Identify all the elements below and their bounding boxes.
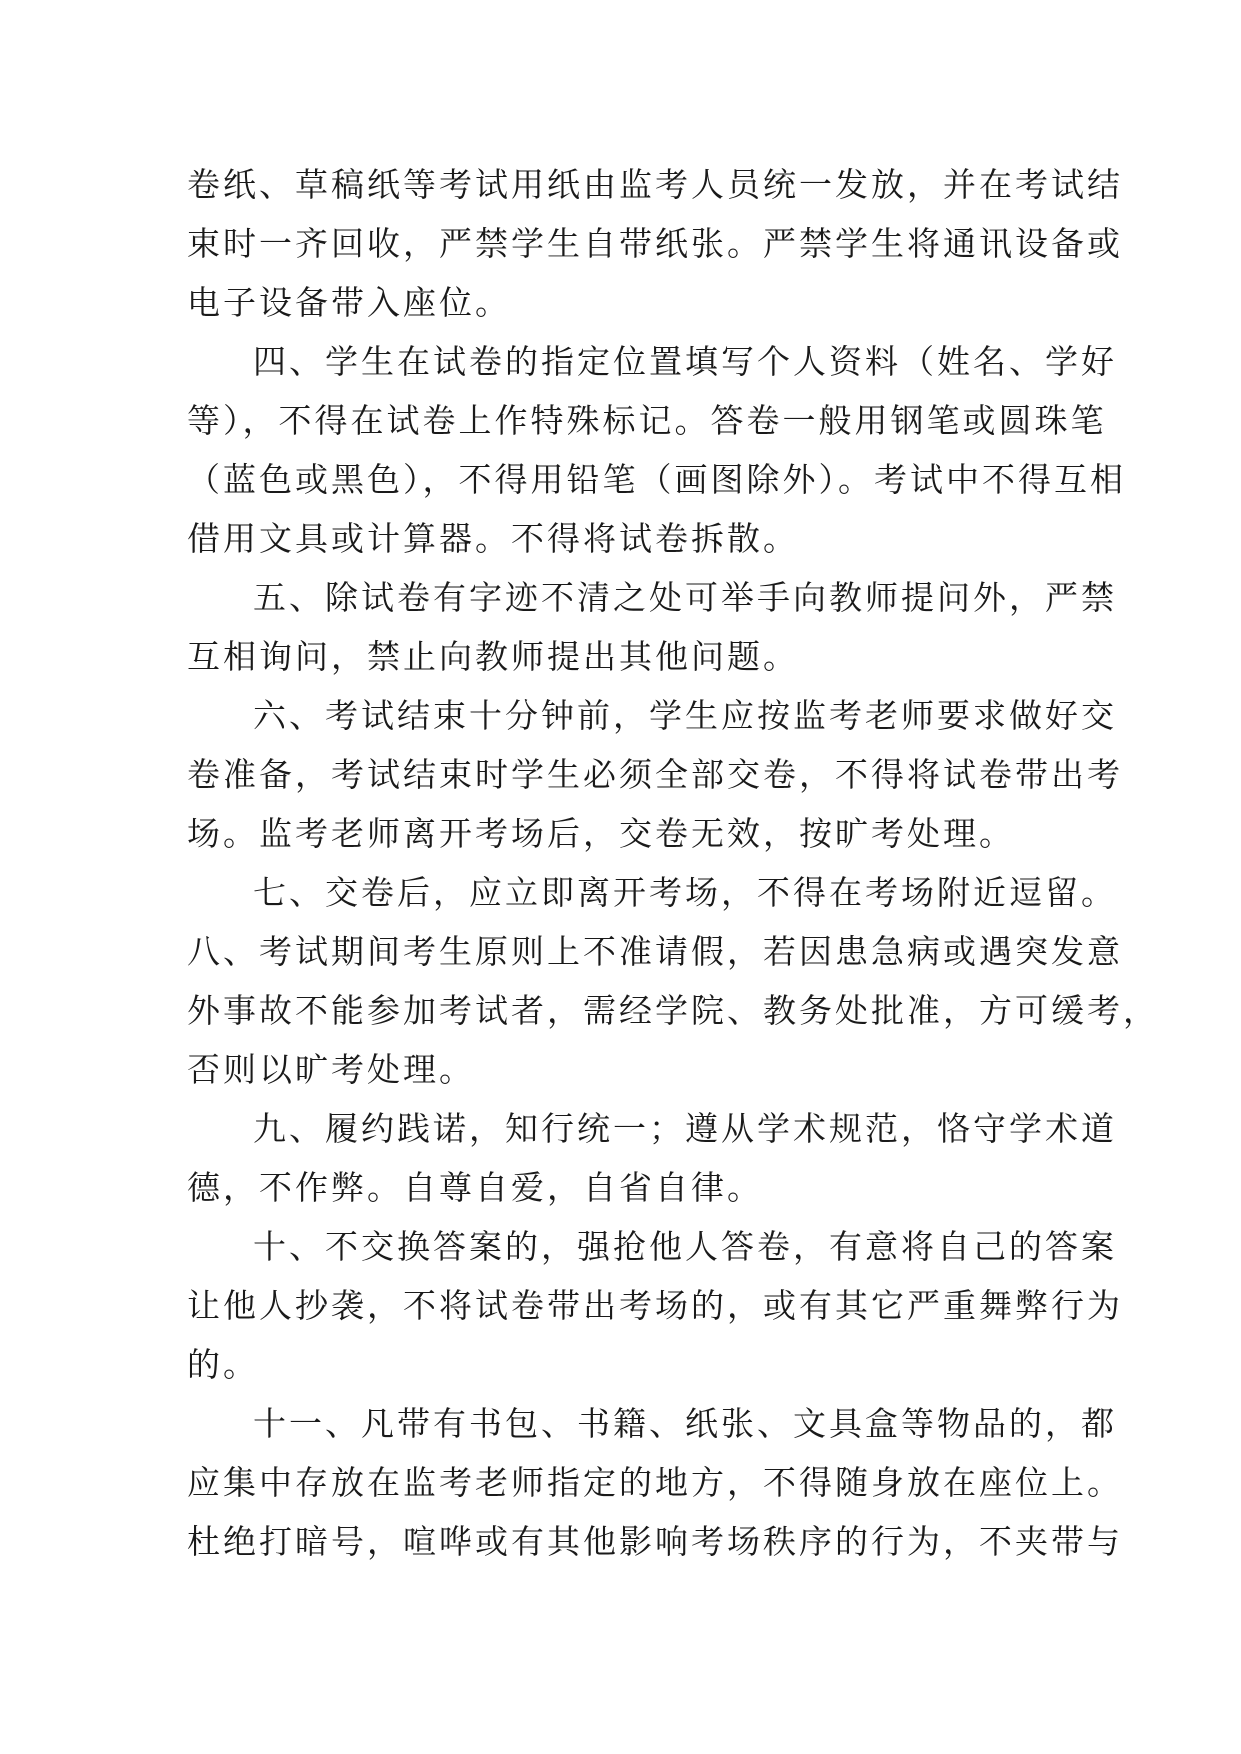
- text-line: 的。: [187, 1345, 259, 1384]
- text-line: 场。监考老师离开考场后，交卷无效，按旷考处理。: [187, 814, 1015, 853]
- text-line: 杜绝打暗号，喧哗或有其他影响考场秩序的行为，不夹带与: [187, 1522, 1123, 1561]
- paragraph-start-line: 九、履约践诺，知行统一；遵从学术规范，恪守学术道: [253, 1109, 1117, 1148]
- paragraph-start-line: 五、除试卷有字迹不清之处可举手向教师提问外，严禁: [253, 578, 1117, 617]
- text-line: （蓝色或黑色），不得用铅笔（画图除外）。考试中不得互相: [187, 460, 1126, 499]
- paragraph-start-line: 六、考试结束十分钟前，学生应按监考老师要求做好交: [253, 696, 1117, 735]
- paragraph-start-line: 七、交卷后，应立即离开考场，不得在考场附近逗留。: [253, 873, 1117, 912]
- text-line: 电子设备带入座位。: [187, 283, 511, 322]
- text-line: 德，不作弊。自尊自爱，自省自律。: [187, 1168, 763, 1207]
- text-line: 外事故不能参加考试者，需经学院、教务处批准，方可缓考，: [187, 991, 1159, 1030]
- text-line: 否则以旷考处理。: [187, 1050, 475, 1089]
- text-line: 卷纸、草稿纸等考试用纸由监考人员统一发放，并在考试结: [187, 165, 1123, 204]
- paragraph-start-line: 十、不交换答案的，强抢他人答卷，有意将自己的答案: [253, 1227, 1117, 1266]
- text-line: 等），不得在试卷上作特殊标记。答卷一般用钢笔或圆珠笔: [187, 401, 1107, 440]
- text-line: 借用文具或计算器。不得将试卷拆散。: [187, 519, 799, 558]
- text-line: 应集中存放在监考老师指定的地方，不得随身放在座位上。: [187, 1463, 1123, 1502]
- text-line: 互相询问，禁止向教师提出其他问题。: [187, 637, 799, 676]
- document-body: [187, 155, 1159, 1571]
- text-line: 卷准备，考试结束时学生必须全部交卷，不得将试卷带出考: [187, 755, 1123, 794]
- text-line: 八、考试期间考生原则上不准请假，若因患急病或遇突发意: [187, 932, 1123, 971]
- text-line: 让他人抄袭，不将试卷带出考场的，或有其它严重舞弊行为: [187, 1286, 1123, 1325]
- text-line: 束时一齐回收，严禁学生自带纸张。严禁学生将通讯设备或: [187, 224, 1123, 263]
- paragraph-start-line: 十一、凡带有书包、书籍、纸张、文具盒等物品的，都: [253, 1404, 1117, 1443]
- paragraph-start-line: 四、学生在试卷的指定位置填写个人资料（姓名、学好: [253, 342, 1117, 381]
